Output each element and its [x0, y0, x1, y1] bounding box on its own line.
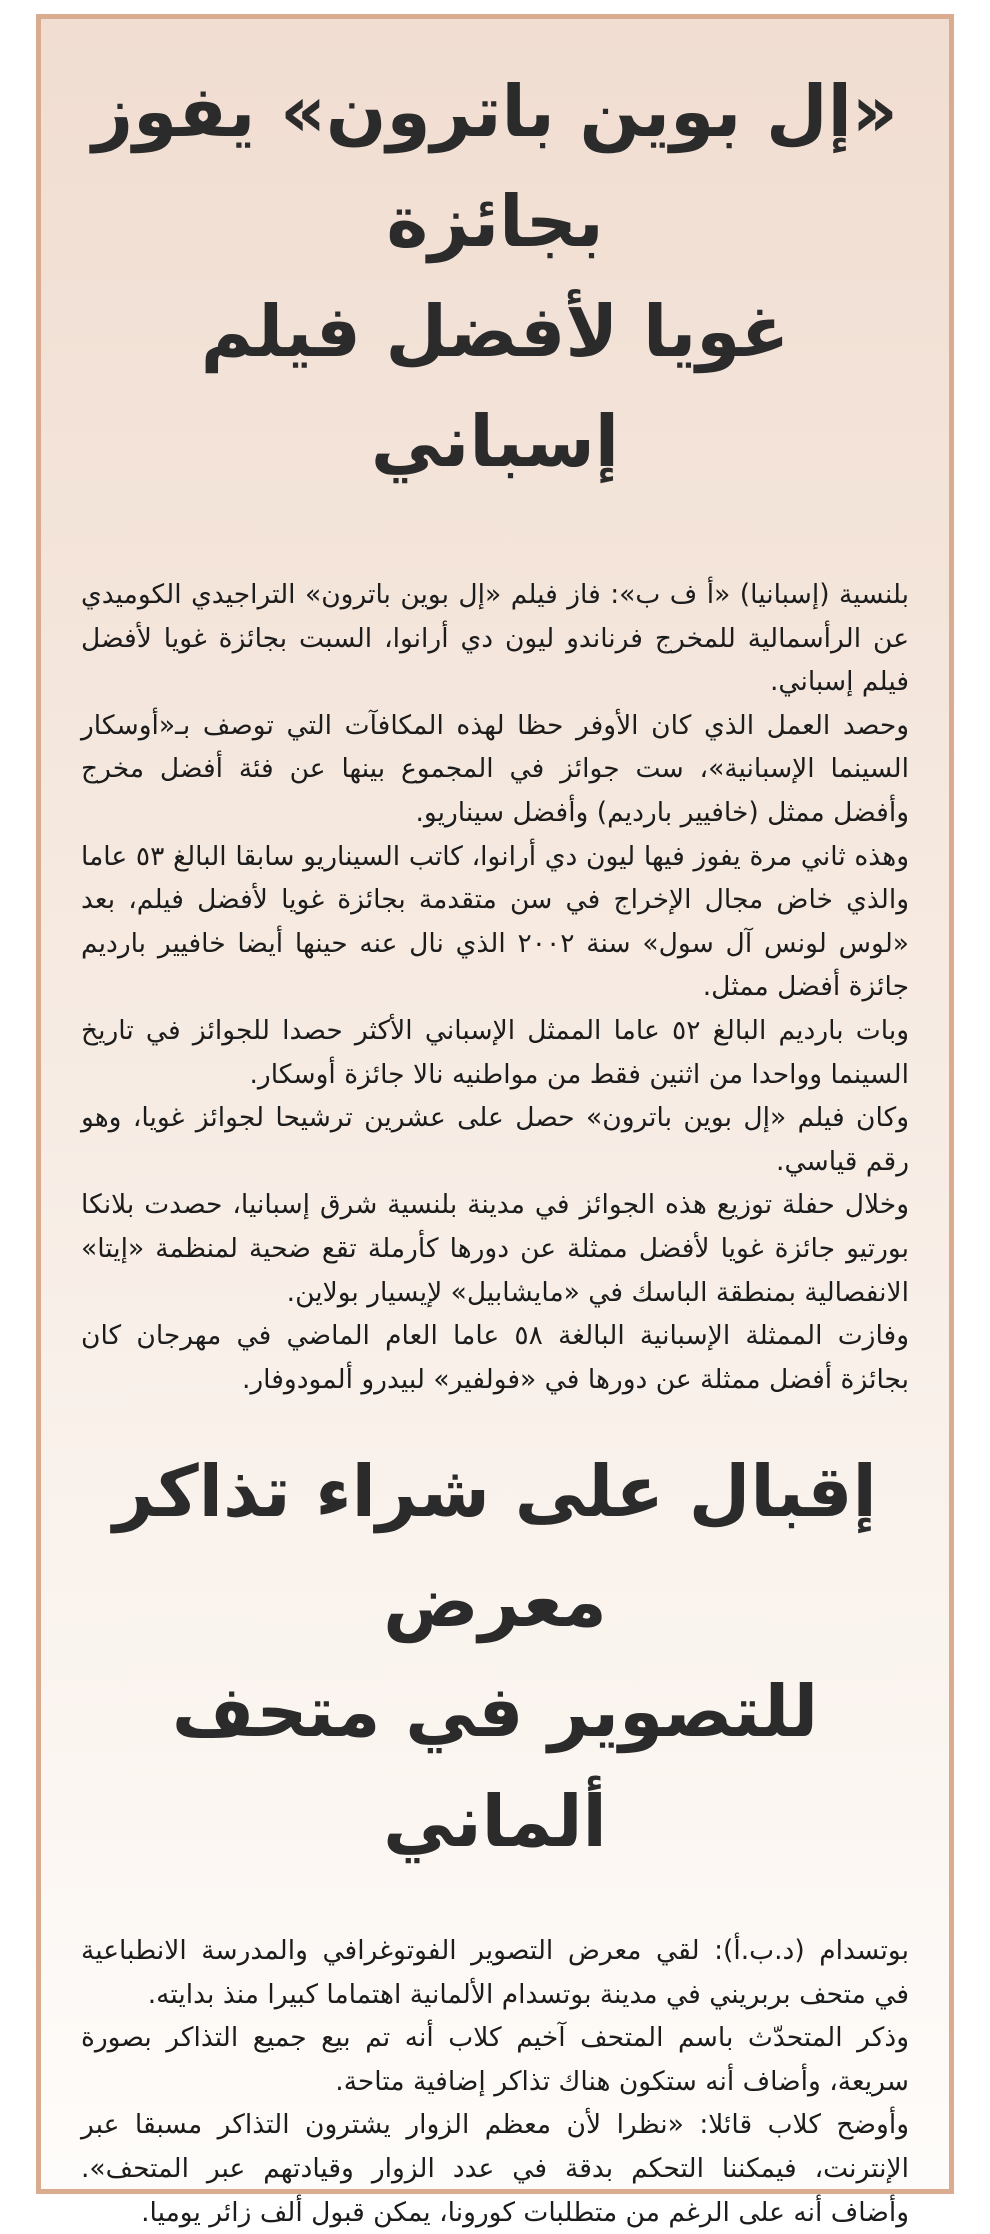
headline-line: للتصوير في متحف ألماني: [171, 1670, 819, 1863]
article-photo-exhibition: [81, 1437, 909, 2234]
paragraph: وهذه ثاني مرة يفوز فيها ليون دي أرانوا، كاتب السيناريو سابقا البالغ ٥٣ عاما والذي خاض مجال الإخراج في سن متقدمة بجائزة غويا لأفضل فيلم، بعد «لوس لونس آل سول» سنة ٢٠٠٢ الذي نال عنه حينها أيضا خافيير بارديم جائزة أفضل ممثل.: [81, 840, 909, 1003]
paragraph: بوتسدام (د.ب.أ): لقي معرض التصوير الفوتوغرافي والمدرسة الانطباعية في متحف بربريني في مدينة بوتسدام الألمانية اهتماما كبيرا منذ بدايته.: [81, 1935, 909, 2010]
article-body: [81, 1929, 909, 2234]
paragraph: بلنسية (إسبانيا) «أ ف ب»: فاز فيلم «إل بوين باترون» التراجيدي الكوميدي عن الرأسمالية للمخرج فرناندو ليون دي أرانوا، السبت بجائزة غويا لأفضل فيلم إسباني.: [81, 579, 909, 698]
article-headline: [81, 57, 909, 497]
paragraph: وكان فيلم «إل بوين باترون» حصل على عشرين ترشيحا لجوائز غويا، وهو رقم قياسي.: [81, 1102, 909, 1177]
article-headline: [81, 1437, 909, 1877]
paragraph: وبات بارديم البالغ ٥٢ عاما الممثل الإسباني الأكثر حصدا للجوائز في تاريخ السينما وواحدا من اثنين فقط من مواطنيه نالا جائزة أوسكار.: [81, 1014, 910, 1090]
headline-line: إقبال على شراء تذاكر معرض: [113, 1450, 877, 1643]
headline-line: غويا لأفضل فيلم إسباني: [200, 290, 790, 483]
headline-line: «إل بوين باترون» يفوز بجائزة: [92, 70, 898, 263]
paragraph: وحصد العمل الذي كان الأوفر حظا لهذه المكافآت التي توصف بـ«أوسكار السينما الإسبانية»، ست جوائز في المجموع بينها عن فئة أفضل مخرج وأفضل ممثل (خافيير بارديم) وأفضل سيناريو.: [81, 709, 909, 828]
paragraph: وذكر المتحدّث باسم المتحف آخيم كلاب أنه تم بيع جميع التذاكر بصورة سريعة، وأضاف أنه ستكون هناك تذاكر إضافية متاحة.: [81, 2022, 909, 2097]
paragraph: وفازت الممثلة الإسبانية البالغة ٥٨ عاما العام الماضي في مهرجان كان بجائزة أفضل ممثلة عن دورها في «فولفير» لبيدرو ألمودوفار.: [81, 1320, 909, 1395]
paragraph: وخلال حفلة توزيع هذه الجوائز في مدينة بلنسية شرق إسبانيا، حصدت بلانكا بورتيو جائزة غويا لأفضل ممثلة عن دورها كأرملة تقع ضحية لمنظمة «إيتا» الانفصالية بمنطقة الباسك في «مايشابيل» لإيسيار بولاين.: [81, 1189, 909, 1308]
paragraph: وأوضح كلاب قائلا: «نظرا لأن معظم الزوار يشترون التذاكر مسبقا عبر الإنترنت، فيمكننا التحكم بدقة في عدد الزوار وقيادتهم عبر المتحف». وأضاف أنه على الرغم من متطلبات كورونا، يمكن قبول ألف زائر يوميا.: [81, 2109, 909, 2228]
article-goya-award: [81, 57, 909, 1401]
newspaper-clipping: [36, 14, 954, 2228]
article-body: [81, 573, 909, 1401]
